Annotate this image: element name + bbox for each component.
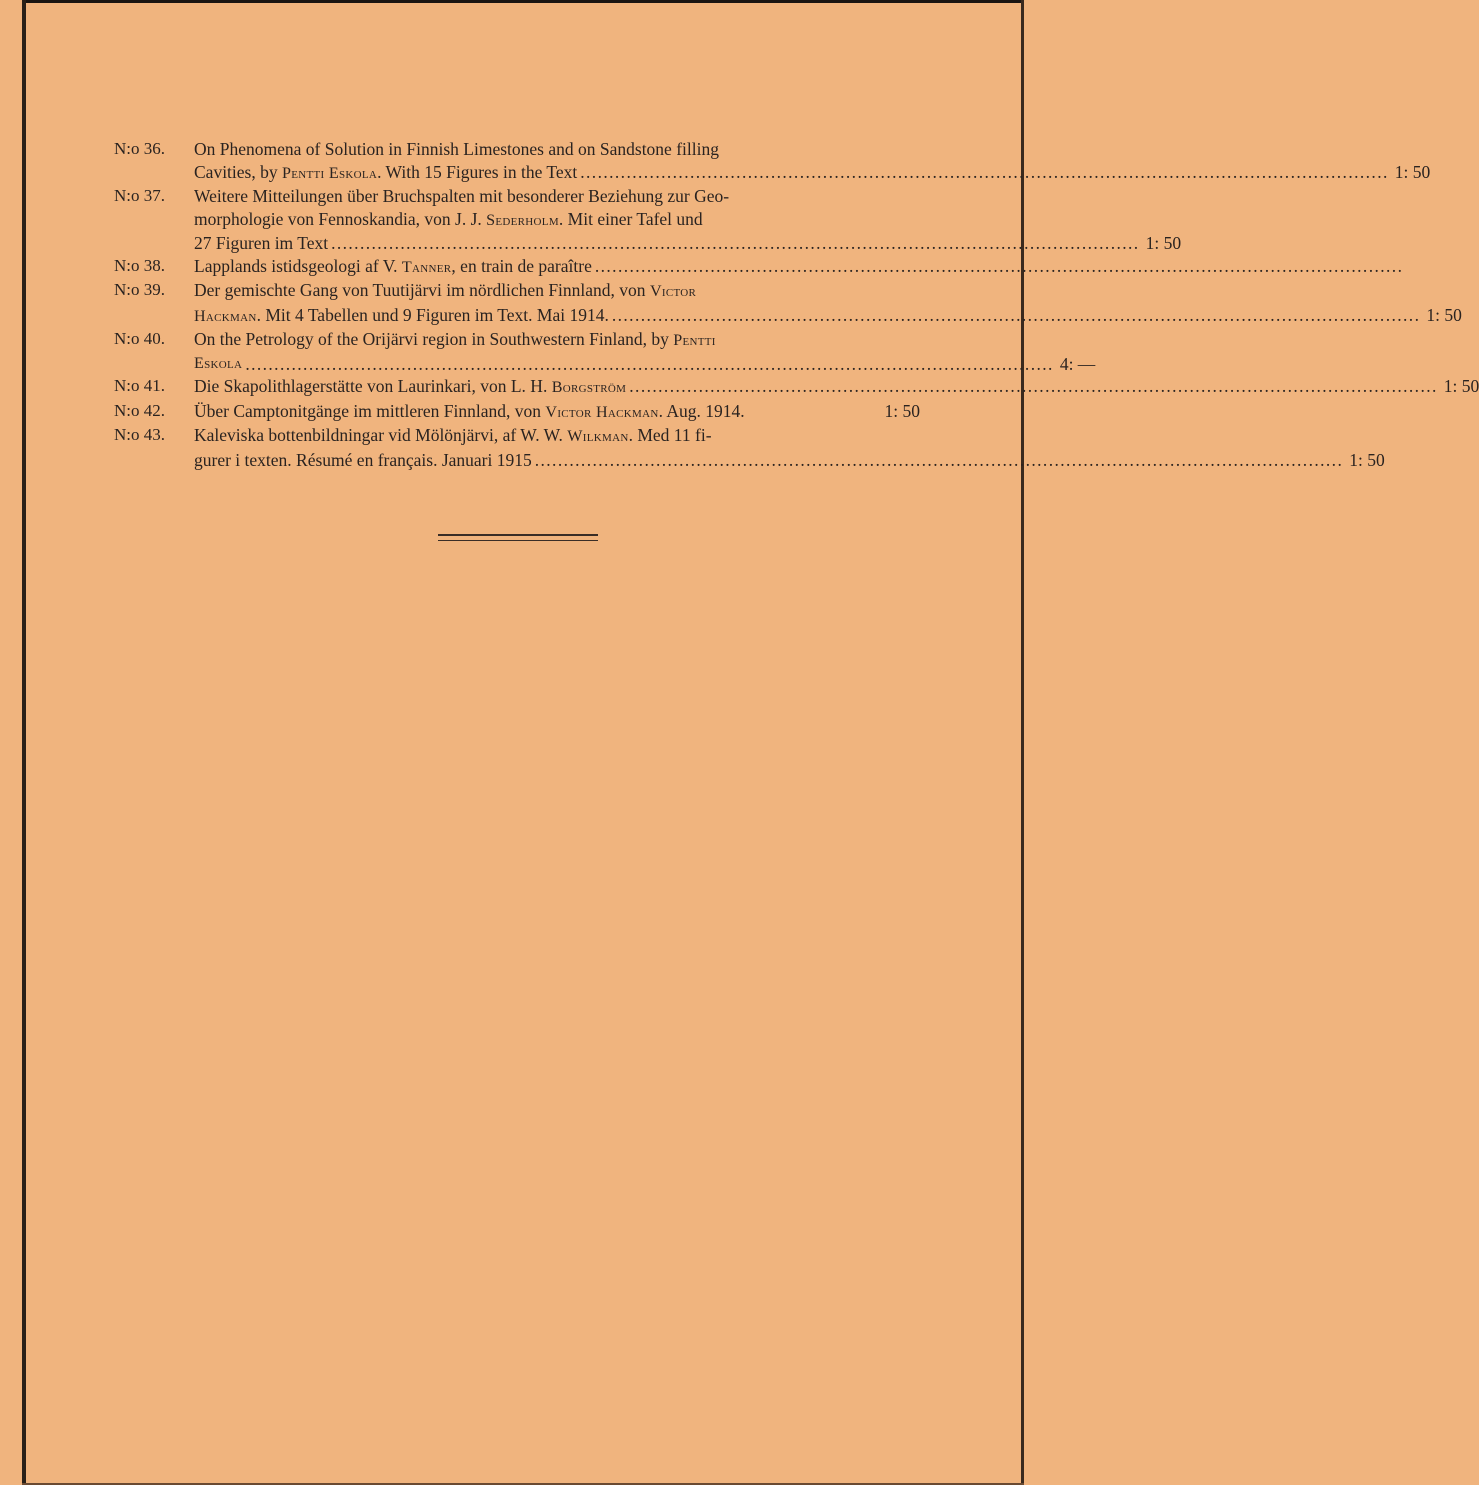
entry-text — [194, 138, 1430, 185]
price: 4: — — [1059, 353, 1096, 374]
entry-line: Der gemischte Gang von Tuutijärvi im nördlichen Finnland, von Victor — [194, 280, 697, 300]
price: 1: 50 — [1145, 233, 1182, 253]
entry-line: Die Skapolithlagerstätte von Laurinkari, von L. H. Borgström ..... 1: 50 — [194, 375, 1479, 400]
entry-number: N:o 37. — [114, 186, 165, 205]
entry-text — [194, 400, 920, 425]
entry-text — [194, 255, 1473, 280]
divider-rule — [438, 534, 598, 536]
entry-number: N:o 43. — [114, 425, 165, 444]
author-name: Pentti — [673, 332, 716, 349]
author-name: Hackman — [194, 307, 257, 325]
entry-line: On the Petrology of the Orijärvi region in Southwestern Finland, by Pentti — [194, 329, 716, 349]
page-edge-left — [22, 0, 26, 1485]
leader-dots — [580, 161, 1389, 186]
author-name: Tanner — [401, 258, 452, 276]
list-item — [114, 279, 1462, 328]
entry-line: 27 Figuren im Text ..... 1: 50 — [194, 232, 1181, 255]
entry-number: N:o 40. — [114, 329, 165, 348]
price: 1: 50 — [1426, 304, 1462, 325]
divider-rule — [438, 540, 598, 541]
list-item — [114, 375, 1479, 400]
leader-dots — [595, 255, 1404, 280]
leader-dots — [612, 304, 1421, 329]
leader-dots — [245, 353, 1054, 376]
entry-line: gurer i texten. Résumé en français. Januari 1915 ..... 1: 50 — [194, 449, 1385, 472]
entry-text — [194, 185, 1181, 255]
list-item — [114, 255, 920, 280]
author-name: Pentti Eskola — [281, 164, 378, 182]
price: 1: 50 — [1443, 376, 1479, 396]
entry-line — [194, 353, 1095, 376]
leader-dots — [535, 449, 1344, 472]
entry-line: Lapplands istidsgeologi af V. Tanner, en train de paraître ..... — [194, 255, 1473, 280]
entry-line: On Phenomena of Solution in Finnish Limestones and on Sandstone filling — [194, 139, 719, 159]
entry-text — [194, 328, 1095, 375]
leader-dots — [331, 232, 1140, 255]
entry-line: Kaleviska bottenbildningar vid Mölönjärvi, af W. W. Wilkman. Med 11 fi- — [194, 425, 712, 445]
author-name: Victor Hackman — [545, 403, 659, 421]
entry-line: Hackman. Mit 4 Tabellen und 9 Figuren im Text. Mai 1914. ..... 1: 50 — [194, 304, 1462, 329]
list-item — [114, 185, 1182, 255]
list-item — [114, 400, 920, 425]
author-name: Wilkman — [567, 428, 629, 445]
price: 1: 50 — [1394, 161, 1431, 182]
entry-number: N:o 38. — [114, 255, 165, 275]
price: 1: 50 — [1349, 449, 1385, 470]
entry-number: N:o 42. — [114, 400, 165, 420]
entry-line: Cavities, by Pentti Eskola. With 15 Figures in the Text ..... 1: 50 — [194, 161, 1430, 186]
list-item — [114, 138, 1431, 185]
entry-text — [194, 424, 1385, 471]
author-name: Sederholm — [486, 211, 559, 229]
price: 1: 50 — [884, 400, 920, 421]
author-name: Eskola — [194, 354, 243, 372]
list-item — [114, 328, 1096, 375]
entry-number: N:o 39. — [114, 280, 165, 299]
page-edge-top — [24, 0, 1024, 3]
publication-list — [114, 138, 1479, 471]
author-name: Borgström — [551, 379, 627, 396]
leader-dots — [629, 375, 1438, 400]
entry-text — [194, 279, 1462, 328]
entry-line: Über Camptonitgänge im mittleren Finnland, von Victor Hackman. Aug. 1914. 1: 50 — [194, 400, 920, 425]
entry-text — [194, 375, 1479, 400]
entry-number: N:o 36. — [114, 139, 165, 158]
entry-line: Weitere Mitteilungen über Bruchspalten mit besonderer Beziehung zur Geo- — [194, 186, 730, 206]
entry-line: morphologie von Fennoskandia, von J. J. Sederholm. Mit einer Tafel und — [194, 208, 703, 229]
author-name: Victor — [649, 283, 697, 300]
entry-number: N:o 41. — [114, 376, 165, 395]
list-item — [114, 424, 1385, 471]
